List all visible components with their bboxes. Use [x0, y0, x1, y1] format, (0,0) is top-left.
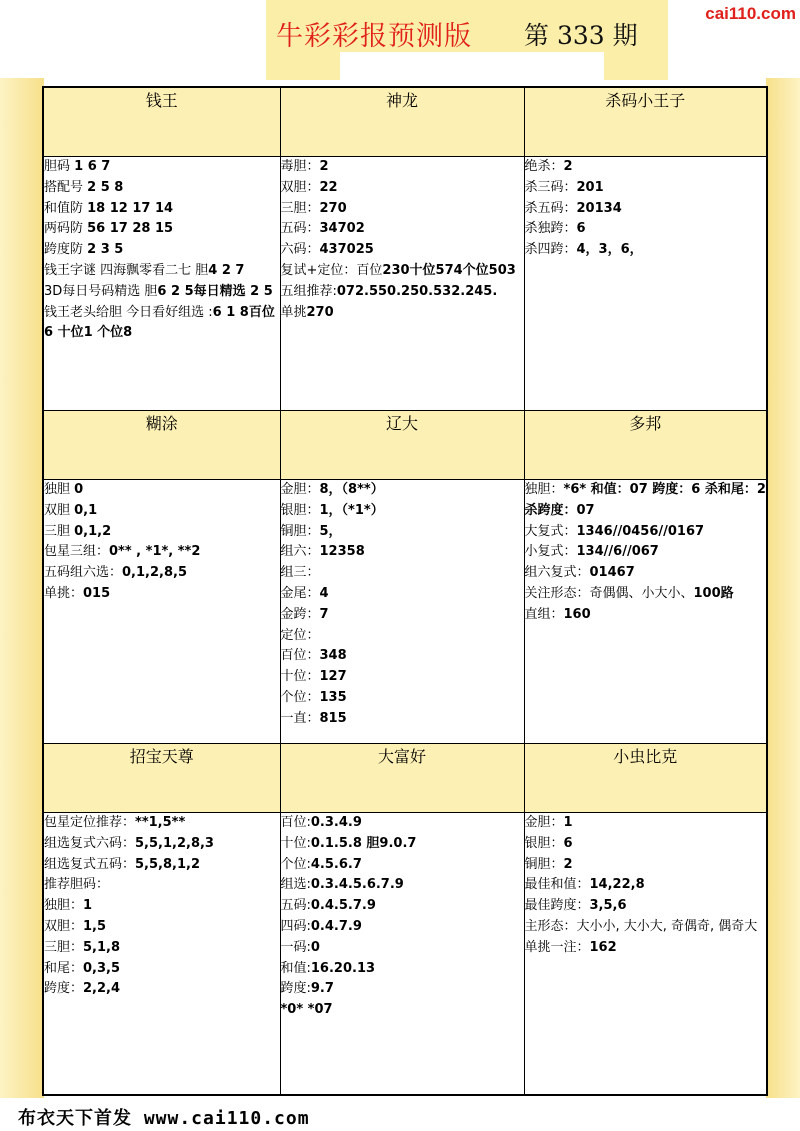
cell-title: 多邦 — [524, 411, 767, 480]
line-label: 和值防 — [44, 200, 88, 216]
cell-line — [525, 875, 767, 896]
cell-line — [281, 1000, 524, 1021]
cell-line — [281, 896, 524, 917]
cell-line — [281, 709, 524, 730]
line-label: 组六复式： — [524, 565, 590, 581]
line-label: 五组推荐: — [280, 283, 337, 299]
line-label: 金尾： — [280, 585, 320, 601]
cell-line — [44, 199, 280, 220]
line-label: 组六： — [280, 544, 320, 560]
cell-line — [525, 855, 767, 876]
cell-line — [44, 303, 280, 345]
cell-line — [44, 542, 280, 563]
cell-line — [525, 813, 767, 834]
cell-line — [281, 563, 524, 584]
line-value: 9.7 — [310, 981, 334, 997]
cell-title: 大富好 — [280, 744, 524, 813]
line-label: 五码： — [280, 221, 320, 237]
line-value: 4 — [319, 585, 329, 601]
cell-body — [524, 157, 767, 411]
line-label: 个位: — [280, 856, 311, 872]
cell-line — [281, 303, 524, 324]
line-label: 跨度： — [44, 981, 84, 997]
cell-body — [280, 157, 524, 411]
line-value: *6* 和值：07 跨度：6 杀和尾：2 杀跨度：07 — [524, 482, 766, 518]
line-label: 六码： — [280, 242, 320, 258]
cell-body — [524, 813, 767, 1096]
line-label: 杀四跨： — [524, 242, 577, 258]
line-value: 5,5,8,1,2 — [135, 856, 200, 872]
line-value: 5， — [319, 523, 342, 539]
line-value: 1,5 — [83, 918, 107, 934]
line-label: 双胆： — [280, 179, 320, 195]
line-label: 铜胆： — [280, 523, 320, 539]
line-value: 2 — [563, 856, 573, 872]
cell-title: 钱王 — [43, 87, 280, 157]
line-label: 3D每日号码精选 胆 — [44, 283, 158, 299]
line-value: 6 — [563, 835, 573, 851]
line-value: 162 — [589, 939, 617, 955]
cell-line — [525, 896, 767, 917]
line-value: 160 — [563, 606, 591, 622]
line-value: 348 — [319, 648, 347, 664]
cell-body — [43, 157, 280, 411]
line-value: 0.1.5.8 胆9.0.7 — [310, 835, 417, 851]
line-value: 0.4.7.9 — [310, 918, 362, 934]
cell-line — [281, 522, 524, 543]
line-value: 1346//0456//0167 — [576, 523, 705, 539]
cell-body — [43, 813, 280, 1096]
cell-line — [281, 178, 524, 199]
cell-line — [525, 542, 767, 563]
line-value: **1,5** — [135, 815, 186, 830]
cell-line — [44, 522, 280, 543]
cell-line — [281, 688, 524, 709]
line-value: 0,1,2,8,5 — [122, 565, 187, 581]
line-label: 十位: — [280, 835, 311, 851]
line-value: 127 — [319, 669, 347, 685]
cell-line — [281, 282, 524, 303]
line-value: 0.4.5.7.9 — [310, 898, 376, 914]
line-label: 铜胆： — [524, 856, 564, 872]
line-value: 5,5,1,2,8,3 — [135, 835, 214, 851]
line-value: 1 6 7 — [74, 159, 111, 174]
cell-title: 糊涂 — [43, 411, 280, 480]
line-value: 2 — [563, 159, 573, 174]
cell-line — [525, 219, 767, 240]
cell-title: 辽大 — [280, 411, 524, 480]
cell-line — [44, 282, 280, 303]
line-value: 18 12 17 14 — [87, 200, 174, 216]
line-value: 01467 — [589, 565, 635, 581]
cell-title: 杀码小王子 — [524, 87, 767, 157]
line-value: 4.5.6.7 — [310, 856, 362, 872]
line-label: 大复式： — [524, 523, 577, 539]
issue-number: 第 333 期 — [524, 21, 638, 50]
line-label: 一直： — [280, 710, 320, 726]
line-label: 搭配号 — [44, 179, 88, 195]
line-label: 银胆： — [524, 835, 564, 851]
line-value: 0,1 — [74, 502, 98, 518]
line-value: 16.20.13 — [310, 960, 376, 976]
line-value: 0 — [74, 482, 84, 497]
line-label: 和尾： — [44, 960, 84, 976]
cell-line — [525, 563, 767, 584]
line-value: 134//6//067 — [576, 544, 659, 560]
cell-line — [44, 834, 280, 855]
line-value: 22 — [319, 179, 338, 195]
cell-line — [281, 667, 524, 688]
cell-line — [281, 261, 524, 282]
cell-line — [281, 219, 524, 240]
line-label: 复试+定位：百位 — [280, 262, 383, 278]
line-label: 一码: — [280, 939, 311, 955]
cell-line — [281, 542, 524, 563]
line-value: 3,5,6 — [589, 898, 627, 914]
header-row-3 — [43, 744, 767, 813]
line-value: 1 — [83, 898, 93, 914]
line-label: 单挑 — [280, 304, 307, 320]
line-value: 14,22,8 — [589, 877, 645, 893]
line-label: 包星三组： — [44, 544, 110, 560]
cell-line — [44, 240, 280, 261]
cell-line — [525, 834, 767, 855]
line-value: 34702 — [319, 221, 365, 237]
line-value: 0,3,5 — [83, 960, 121, 976]
line-value: 7 — [319, 606, 329, 622]
header-row-2 — [43, 411, 767, 480]
line-value: 20134 — [576, 200, 622, 216]
line-value: 4，3，6， — [576, 242, 643, 258]
left-decor-band — [0, 78, 44, 1098]
cell-line — [281, 626, 524, 647]
line-label: 独胆： — [44, 898, 84, 914]
line-value: 0.3.4.9 — [310, 815, 362, 830]
line-value: 2 5 8 — [87, 179, 124, 195]
line-label: 金胆： — [280, 482, 320, 497]
cell-line — [281, 584, 524, 605]
line-value: 2,2,4 — [83, 981, 121, 997]
line-value: 100路 — [693, 585, 734, 601]
line-value: 0** , *1*, **2 — [109, 544, 201, 560]
line-value: 135 — [319, 689, 347, 705]
line-label: 小复式： — [524, 544, 577, 560]
cell-title: 小虫比克 — [524, 744, 767, 813]
cell-line — [525, 938, 767, 959]
line-value: 201 — [576, 179, 604, 195]
line-label: 主形态：大小小, 大小大, 奇偶奇, 偶奇大 — [524, 918, 758, 934]
cell-line — [44, 938, 280, 959]
line-label: 关注形态：奇偶偶、小大小、 — [524, 585, 694, 601]
line-label: 独胆 — [44, 482, 75, 497]
cell-line — [44, 219, 280, 240]
body-row-1 — [43, 157, 767, 411]
line-value: 815 — [319, 710, 347, 726]
line-label: 定位： — [280, 627, 320, 643]
cell-line — [281, 813, 524, 834]
line-label: 百位: — [280, 815, 311, 830]
line-label: 最佳跨度： — [524, 898, 590, 914]
cell-line — [44, 261, 280, 282]
line-value: 6 1 8百位6 十位1 个位8 — [44, 304, 275, 341]
body-row-2 — [43, 480, 767, 744]
header-row-1 — [43, 87, 767, 157]
cell-line — [525, 199, 767, 220]
cell-title: 招宝天尊 — [43, 744, 280, 813]
line-label: 三胆： — [280, 200, 320, 216]
cell-body — [524, 480, 767, 744]
cell-body — [280, 813, 524, 1096]
line-value: *0* *07 — [280, 1002, 333, 1018]
prediction-grid — [42, 86, 768, 1096]
line-label: 毒胆： — [280, 159, 320, 174]
cell-line — [525, 240, 767, 261]
body-row-3 — [43, 813, 767, 1096]
cell-line — [44, 501, 280, 522]
line-label: 直组： — [524, 606, 564, 622]
cell-line — [281, 834, 524, 855]
line-label: 十位： — [280, 669, 320, 685]
line-label: 包星定位推荐： — [44, 815, 136, 830]
line-label: 最佳和值： — [524, 877, 590, 893]
line-value: 6 2 5每日精选 2 5 — [157, 283, 273, 299]
cell-line — [525, 917, 767, 938]
cell-line — [44, 896, 280, 917]
line-value: 2 3 5 — [87, 242, 124, 258]
line-value: 015 — [83, 585, 111, 601]
line-label: 三胆： — [44, 939, 84, 955]
cell-line — [44, 917, 280, 938]
line-label: 胆码 — [44, 159, 75, 174]
cell-line — [44, 157, 280, 178]
line-label: 两码防 — [44, 221, 88, 237]
cell-body — [43, 480, 280, 744]
line-value: 230十位574个位503 — [382, 262, 516, 278]
cell-line — [525, 178, 767, 199]
cell-line — [281, 157, 524, 178]
line-label: 金胆： — [524, 815, 564, 830]
cell-line — [44, 855, 280, 876]
cell-line — [525, 605, 767, 626]
site-link[interactable]: cai110.com — [705, 4, 796, 23]
line-label: 四码: — [280, 918, 311, 934]
line-value: 270 — [306, 304, 334, 320]
line-label: 跨度: — [280, 981, 311, 997]
line-label: 杀三码： — [524, 179, 577, 195]
line-value: 0 — [310, 939, 320, 955]
cell-line — [44, 875, 280, 896]
line-value: 56 17 28 15 — [87, 221, 174, 237]
cell-title: 神龙 — [280, 87, 524, 157]
line-label: 独胆： — [524, 482, 564, 497]
line-label: 双胆 — [44, 502, 75, 518]
cell-line — [281, 240, 524, 261]
cell-line — [281, 501, 524, 522]
line-value: 0,1,2 — [74, 523, 112, 539]
line-label: 双胆： — [44, 918, 84, 934]
line-value: 270 — [319, 200, 347, 216]
cell-line — [281, 480, 524, 501]
cell-line — [44, 178, 280, 199]
line-value: 8，（8**） — [319, 482, 384, 497]
cell-line — [525, 522, 767, 543]
right-decor-band — [766, 78, 800, 1098]
cell-line — [525, 157, 767, 178]
line-value: 437025 — [319, 242, 374, 258]
cell-body — [280, 480, 524, 744]
line-label: 个位： — [280, 689, 320, 705]
line-label: 单挑： — [44, 585, 84, 601]
line-value: 12358 — [319, 544, 365, 560]
line-value: 1，（*1*） — [319, 502, 384, 518]
cell-line — [281, 646, 524, 667]
line-value: 2 — [319, 159, 329, 174]
line-label: 钱王字谜 四海飘零看二七 胆 — [44, 262, 209, 278]
line-label: 组选复式六码： — [44, 835, 136, 851]
line-label: 银胆： — [280, 502, 320, 518]
line-value: 0.3.4.5.6.7.9 — [310, 877, 404, 893]
line-label: 组选: — [280, 877, 311, 893]
line-label: 杀独跨： — [524, 221, 577, 237]
line-label: 百位： — [280, 648, 320, 664]
footer-credit: 布衣天下首发 www.cai110.com — [18, 1108, 310, 1129]
line-label: 五码组六选： — [44, 565, 123, 581]
line-value: 072.550.250.532.245. — [336, 283, 498, 299]
cell-line — [281, 875, 524, 896]
line-label: 推荐胆码： — [44, 877, 110, 893]
line-label: 组选复式五码： — [44, 856, 136, 872]
cell-line — [281, 917, 524, 938]
cell-line — [525, 584, 767, 605]
line-label: 金跨： — [280, 606, 320, 622]
cell-line — [44, 813, 280, 834]
line-value: 5,1,8 — [83, 939, 121, 955]
cell-line — [44, 584, 280, 605]
header-blank-area — [340, 52, 604, 88]
cell-line — [281, 959, 524, 980]
line-value: 1 — [563, 815, 573, 830]
line-label: 杀五码： — [524, 200, 577, 216]
line-value: 6 — [576, 221, 586, 237]
line-label: 单挑一注： — [524, 939, 590, 955]
cell-line — [44, 959, 280, 980]
cell-line — [281, 855, 524, 876]
line-label: 钱王老头给胆 今日看好组选 : — [44, 304, 213, 320]
cell-line — [44, 979, 280, 1000]
line-label: 跨度防 — [44, 242, 88, 258]
line-label: 组三： — [280, 565, 320, 581]
cell-line — [525, 480, 767, 522]
cell-line — [281, 199, 524, 220]
page-title: 牛彩彩报预测版 — [276, 21, 472, 52]
line-label: 三胆 — [44, 523, 75, 539]
line-value: 4 2 7 — [208, 262, 245, 278]
cell-line — [281, 979, 524, 1000]
line-label: 五码: — [280, 898, 311, 914]
cell-line — [44, 563, 280, 584]
line-label: 和值: — [280, 960, 311, 976]
cell-line — [281, 938, 524, 959]
line-label: 绝杀： — [524, 159, 564, 174]
cell-line — [281, 605, 524, 626]
cell-line — [44, 480, 280, 501]
